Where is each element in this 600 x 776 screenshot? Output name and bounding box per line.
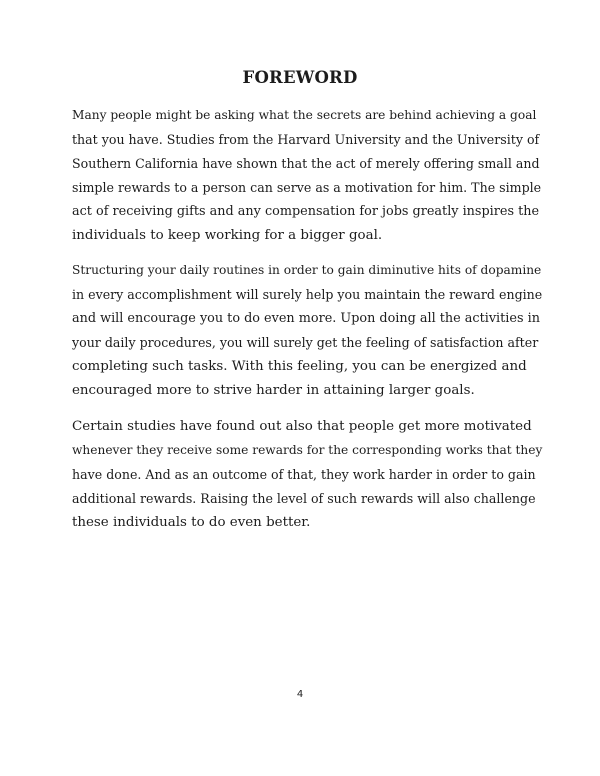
text-line: and will encourage you to do even more. Upon doing all the activities in [72,311,540,327]
paragraph-2 [72,259,542,402]
text-line: Structuring your daily routines in order to gain diminutive hits of dopamine [72,263,542,278]
text-line: completing such tasks. With this feeling, you can be energized and [72,359,527,375]
page-title: FOREWORD [242,68,358,87]
text-line: Certain studies have found out also that people get more motivated [72,418,532,434]
text-line: simple rewards to a person can serve as a motivation for him. The simple [72,179,542,195]
text-line: that you have. Studies from the Harvard University and the University of [72,131,540,147]
page-number: 4 [296,689,304,700]
text-line: individuals to keep working for a bigger goal. [72,227,383,243]
text-line: act of receiving gifts and any compensation for jobs greatly inspires the [72,203,540,219]
text-line: have done. And as an outcome of that, they work harder in order to gain [72,466,536,482]
text-line: in every accomplishment will surely help you maintain the reward engine [72,287,543,303]
text-line: these individuals to do even better. [72,514,311,530]
text-line: your daily procedures, you will surely get the feeling of satisfaction after [72,335,539,351]
text-line: whenever they receive some rewards for the corresponding works that they [72,442,543,457]
text-line: encouraged more to strive harder in attaining larger goals. [72,382,475,398]
paragraph-3 [72,415,542,535]
text-line: additional rewards. Raising the level of such rewards will also challenge [72,490,536,506]
text-line: Southern California have shown that the act of merely offering small and [72,155,540,171]
paragraph-1 [72,104,542,247]
body-text [72,104,542,546]
text-line: Many people might be asking what the secrets are behind achieving a goal [72,108,537,122]
